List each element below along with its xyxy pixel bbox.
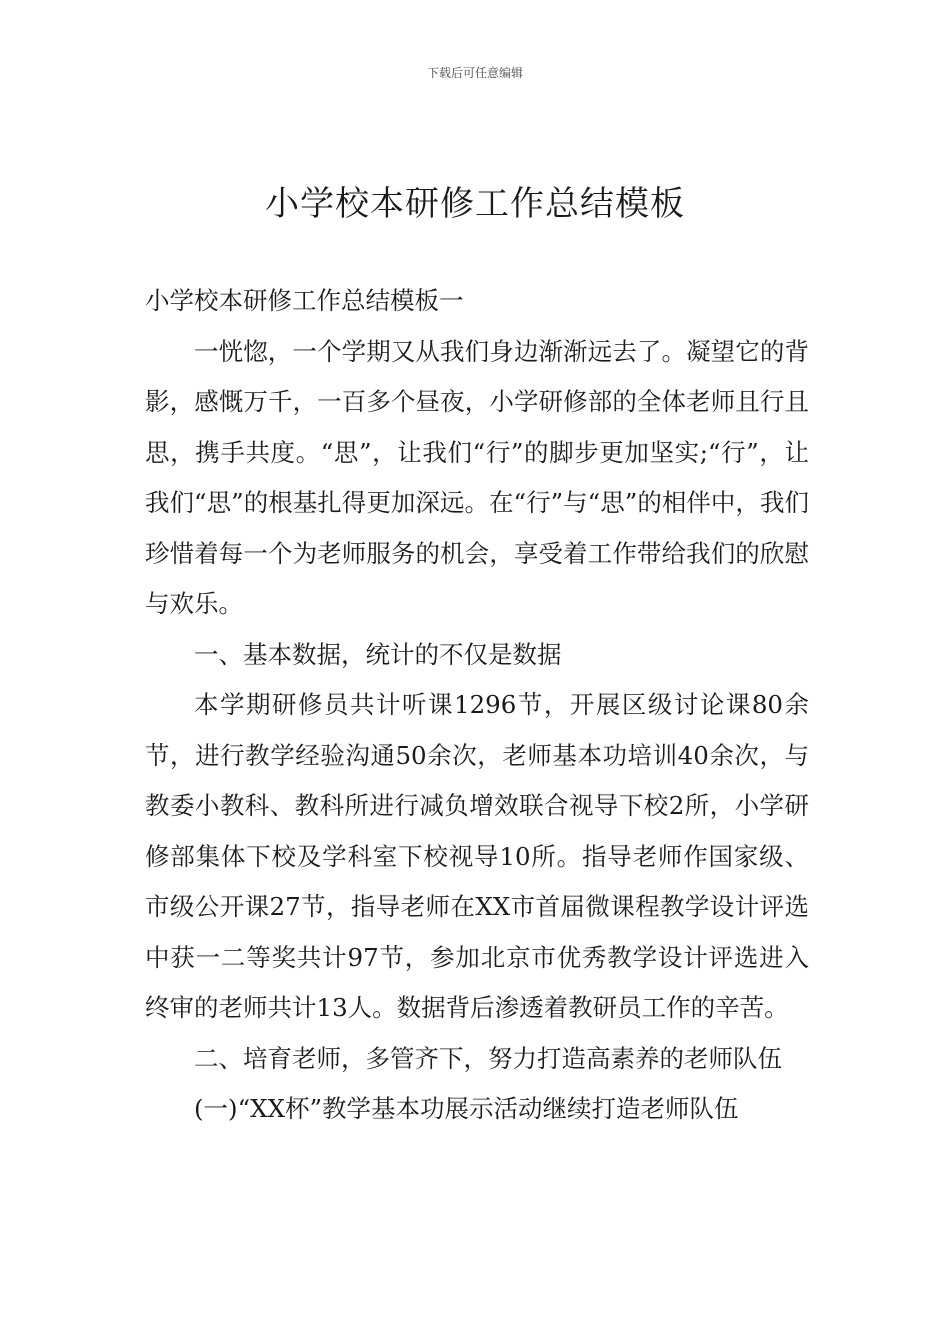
- intro-paragraph: 一恍惚，一个学期又从我们身边渐渐远去了。凝望它的背影，感慨万千，一百多个昼夜，小学研修部的全体老师且行且思，携手共度。“思”，让我们“行”的脚步更加坚实;“行”，让我们“思”的根基扎得更加深远。在“行”与“思”的相伴中，我们珍惜着每一个为老师服务的机会，享受着工作带给我们的欣慰与欢乐。: [145, 336, 809, 618]
- section-heading-1: 一、基本数据，统计的不仅是数据: [194, 639, 562, 669]
- data-paragraph: 本学期研修员共计听课1296节，开展区级讨论课80余节，进行教学经验沟通50余次，老师基本功培训40余次，与教委小教科、教科所进行减负增效联合视导下校2所，小学研修部集体下校及学科室下校视导10所。指导老师作国家级、市级公开课27节，指导老师在XX市首届微课程教学设计评选中获一二等奖共计97节，参加北京市优秀教学设计评选进入终审的老师共计13人。数据背后渗透着教研员工作的辛苦。: [145, 690, 809, 1022]
- document-body: [145, 276, 809, 1135]
- section-heading-2: 二、培育老师，多管齐下，努力打造高素养的老师队伍: [194, 1043, 782, 1073]
- document-title: 小学校本研修工作总结模板: [265, 184, 685, 224]
- header-note: 下载后可任意编辑: [426, 66, 523, 80]
- subtitle-paragraph: 小学校本研修工作总结模板一: [145, 286, 464, 315]
- subsection-heading-1: (一)“XX杯”教学基本功展示活动继续打造老师队伍: [194, 1094, 739, 1123]
